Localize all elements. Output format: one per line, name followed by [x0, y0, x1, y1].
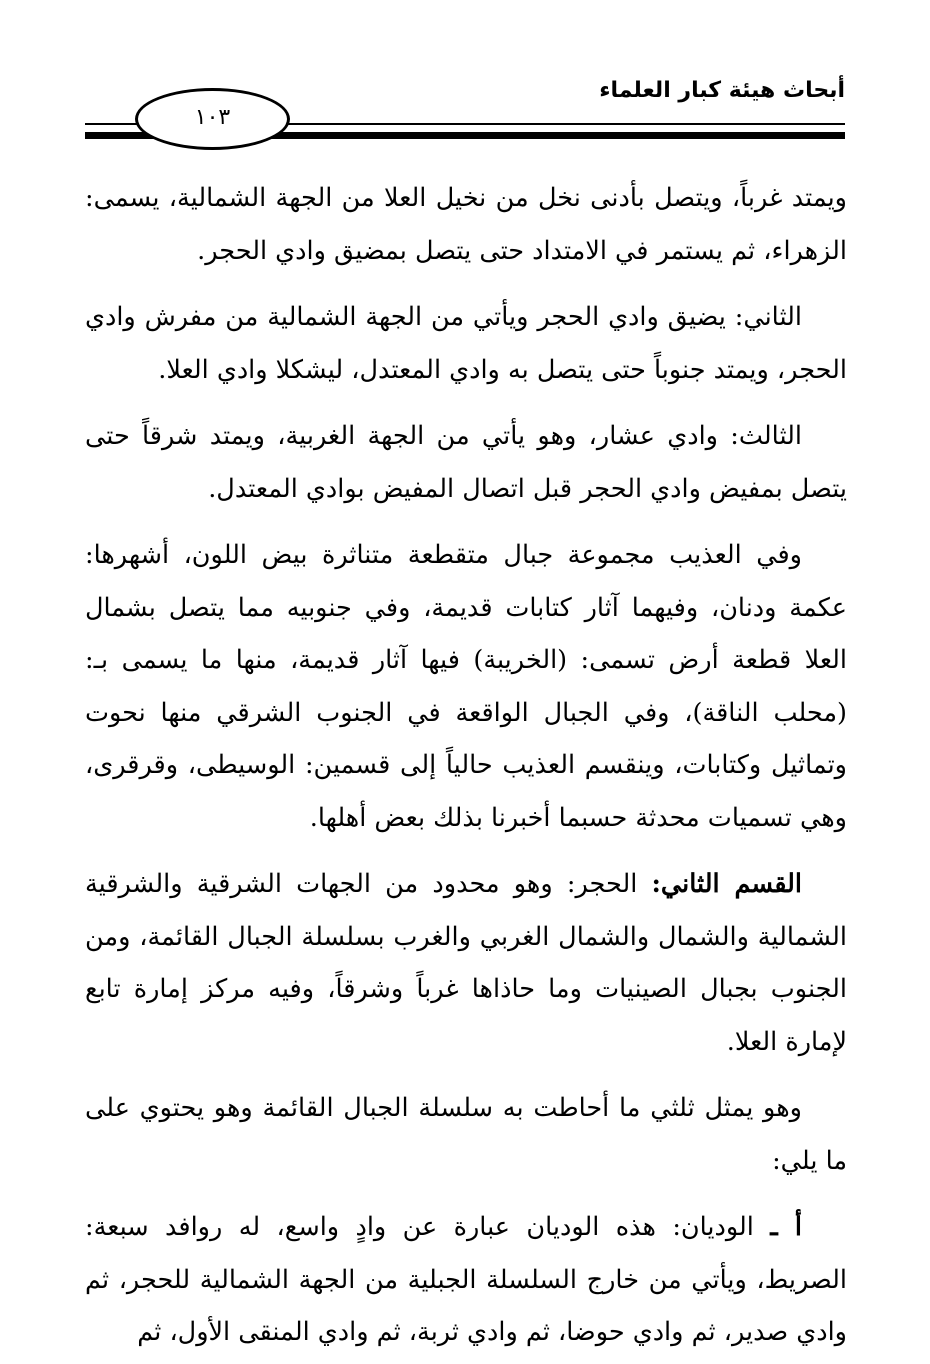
paragraph-5	[85, 858, 847, 1068]
page-header	[85, 74, 845, 144]
paragraph-gap	[85, 1187, 847, 1201]
paragraph-gap	[85, 1068, 847, 1082]
paragraph-1: ويمتد غرباً، ويتصل بأدنى نخل من نخيل العلا من الجهة الشمالية، يسمى: الزهراء، ثم يستمر في الامتداد حتى يتصل بمضيق وادي الحجر.	[85, 183, 847, 266]
section-lead: القسم الثاني:	[651, 869, 802, 899]
item-lead: أ ـ	[770, 1212, 802, 1242]
body-text	[85, 172, 847, 1359]
paragraph-7	[85, 1201, 847, 1359]
paragraph-gap	[85, 844, 847, 858]
page-number-oval	[135, 88, 290, 150]
paragraph-5-text: الحجر: وهو محدود من الجهات الشرقية والشرقية الشمالية والشمال والشمال الغربي والغرب بسلسلة الجبال القائمة، ومن الجنوب بجبال الصينيات وما حاذاها غرباً وشرقاً، وفيه مركز إمارة تابع لإمارة العلا.	[85, 869, 847, 1057]
paragraph-4: وفي العذيب مجموعة جبال متقطعة متناثرة بيض اللون، أشهرها: عكمة ودنان، وفيهما آثار كتابات قديمة، وفي جنوبيه مما يتصل بشمال العلا قطعة أرض تسمى: (الخريبة) فيها آثار قديمة، منها ما يسمى بـ: (محلب الناقة)، وفي الجبال الواقعة في الجنوب الشرقي منها نحوت وتماثيل وكتابات، وينقسم العذيب حالياً إلى قسمين: الوسيطى، وقرقرى، وهي تسميات محدثة حسبما أخبرنا بذلك بعض أهلها.	[85, 540, 847, 833]
paragraph-6: وهو يمثل ثلثي ما أحاطت به سلسلة الجبال القائمة وهو يحتوي على ما يلي:	[85, 1093, 847, 1176]
paragraph-3: الثالث: وادي عشار، وهو يأتي من الجهة الغربية، ويمتد شرقاً حتى يتصل بمفيض وادي الحجر قبل اتصال المفيض بوادي المعتدل.	[85, 421, 847, 504]
paragraph-gap	[85, 396, 847, 410]
running-title: أبحاث هيئة كبار العلماء	[599, 78, 845, 103]
paragraph-gap	[85, 515, 847, 529]
paragraph-gap	[85, 277, 847, 291]
paragraph-7-text: الوديان: هذه الوديان عبارة عن وادٍ واسع، له روافد سبعة: الصريط، ويأتي من خارج السلسلة الجبلية من الجهة الشمالية للحجر، ثم وادي صدير، ثم وادي حوضا، ثم وادي ثربة، ثم وادي المنقى الأول، ثم	[85, 1212, 847, 1347]
page-number: ١٠٣	[194, 105, 231, 130]
paragraph-2: الثاني: يضيق وادي الحجر ويأتي من الجهة الشمالية من مفرش وادي الحجر، ويمتد جنوباً حتى يتصل به وادي المعتدل، ليشكلا وادي العلا.	[85, 302, 847, 385]
